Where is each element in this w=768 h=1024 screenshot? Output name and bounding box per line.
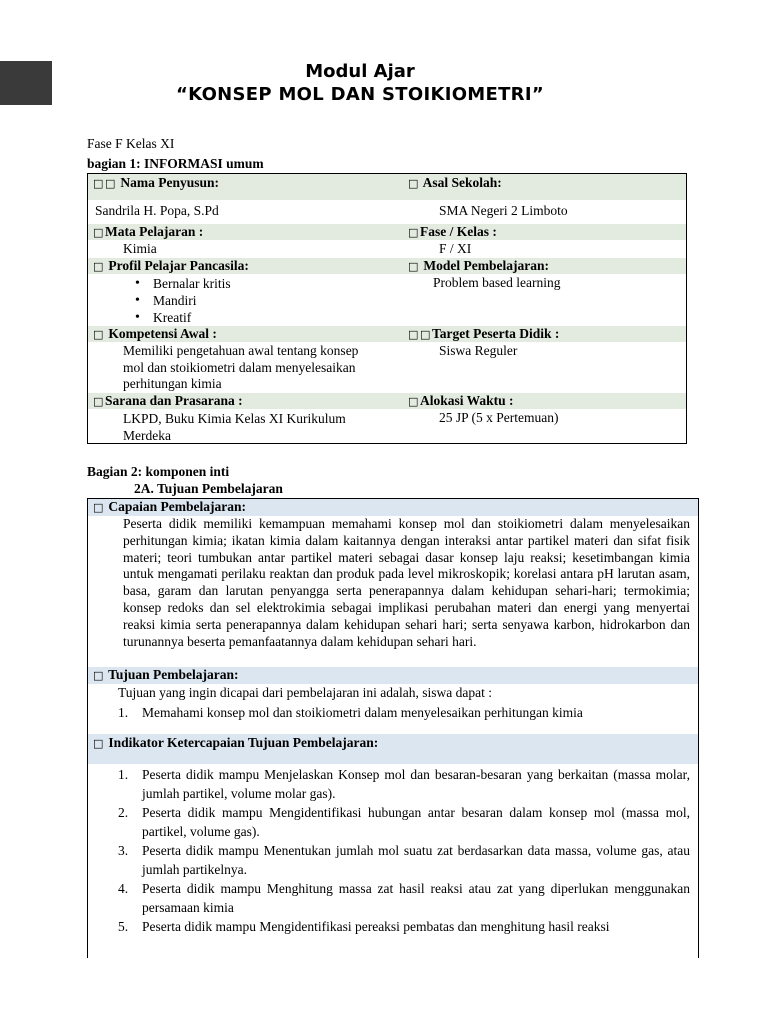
target-value: Siswa Reguler <box>439 343 518 358</box>
checkbox-icon: □ <box>93 226 104 239</box>
checkbox-icon: □ <box>93 395 104 408</box>
alokasi-label-cell <box>408 393 514 409</box>
sekolah-label-cell <box>408 175 502 191</box>
tujuan-list <box>118 703 690 722</box>
checkbox-icon: □ <box>408 328 419 341</box>
sarana-value <box>123 410 346 444</box>
kompetensi-label-cell <box>93 326 217 342</box>
section2-title: Bagian 2: komponen inti <box>87 464 230 479</box>
document-subtitle: “KONSEP MOL DAN STOIKIOMETRI” <box>176 84 544 105</box>
fase-value: F / XI <box>439 241 472 256</box>
checkbox-icon: □ <box>93 737 104 750</box>
checkbox-icon: □ <box>420 328 431 341</box>
alokasi-value: 25 JP (5 x Pertemuan) <box>439 410 559 425</box>
capaian-label: Capaian Pembelajaran: <box>108 499 246 514</box>
sarana-line: LKPD, Buku Kimia Kelas XI Kurikulum <box>123 411 346 426</box>
capaian-text: Peserta didik memiliki kemampuan memahami konsep mol dan stoikiometri dalam menyelesaikan perhitungan kimia; ikatan kimia dalam kaitannya dengan interaksi antar partikel materi dan sifat fisik materi; teori tumbukan antar partikel materi sebagai dasar konsep laju reaksi; kesetimbangan kimia untuk mengamati perilaku reaktan dan produk pada level mikroskopik; korelasi antara pH larutan asam, basa, garam dan larutan penyangga serta penerapannya dalam kehidupan sehari-hari; termokimia; konsep redoks dan sel elektrokimia sebagai implikasi perubahan materi dan energi yang menyertai reaksi kimia serta penerapannya dalam kehidupan sehari hari; serta senyawa karbon, hidrokarbon dan turunannya beserta pemanfaatannya dalam kehidupan sehari hari. <box>123 516 690 649</box>
target-label: Target Peserta Didik : <box>432 326 560 341</box>
checkbox-icon: □ <box>408 395 419 408</box>
indikator-list <box>118 765 690 936</box>
capaian-label-cell <box>93 499 246 515</box>
list-item: 5. Peserta didik mampu Mengidentifikasi pereaksi pembatas dan menghitung hasil reaksi <box>118 919 610 934</box>
checkbox-icon: □ <box>93 501 104 514</box>
sarana-line: Merdeka <box>123 428 171 443</box>
list-item: • Kreatif <box>135 309 231 326</box>
alokasi-label: Alokasi Waktu : <box>420 393 514 408</box>
sekolah-label: Asal Sekolah: <box>422 175 502 190</box>
penyusun-label-cell <box>93 175 219 191</box>
document-title: Modul Ajar <box>305 61 415 82</box>
model-value: Problem based learning <box>433 275 561 290</box>
model-label-cell <box>408 258 549 274</box>
checkbox-icon: □ <box>93 177 104 190</box>
profil-label: Profil Pelajar Pancasila: <box>108 258 249 273</box>
target-label-cell <box>408 326 559 342</box>
section1-title: bagian 1: INFORMASI umum <box>87 156 264 171</box>
list-item: 1. Peserta didik mampu Menjelaskan Konsep mol dan besaran-besaran yang berkaitan (massa molar, jumlah partikel, volume molar gas). <box>118 767 690 801</box>
list-item: 1. Memahami konsep mol dan stoikiometri dalam menyelesaikan perhitungan kimia <box>118 705 583 720</box>
kompetensi-value <box>123 343 358 393</box>
section2a-title: 2A. Tujuan Pembelajaran <box>134 481 283 496</box>
checkbox-icon: □ <box>105 177 116 190</box>
info-table <box>87 173 687 444</box>
checkbox-icon: □ <box>93 260 104 273</box>
sarana-label: Sarana dan Prasarana : <box>105 393 243 408</box>
checkbox-icon: □ <box>408 260 419 273</box>
checkbox-icon: □ <box>408 226 419 239</box>
checkbox-icon: □ <box>408 177 419 190</box>
kompetensi-line: mol dan stoikiometri dalam menyelesaikan <box>123 359 356 375</box>
inti-table <box>87 498 699 958</box>
fase-line: Fase F Kelas XI <box>87 136 175 151</box>
penyusun-value: Sandrila H. Popa, S.Pd <box>95 203 219 218</box>
list-item: 2. Peserta didik mampu Mengidentifikasi hubungan antar besaran dalam konsep mol (massa mol, partikel, volume gas). <box>118 805 690 839</box>
tujuan-intro: Tujuan yang ingin dicapai dari pembelajaran ini adalah, siswa dapat : <box>118 685 493 700</box>
list-item: • Mandiri <box>135 292 231 309</box>
fase-label: Fase / Kelas : <box>420 224 497 239</box>
tujuan-label: Tujuan Pembelajaran: <box>108 667 239 682</box>
sekolah-value: SMA Negeri 2 Limboto <box>439 203 568 218</box>
profil-label-cell <box>93 258 249 274</box>
checkbox-icon: □ <box>93 328 104 341</box>
fase-label-cell <box>408 224 497 240</box>
list-item: • Bernalar kritis <box>135 275 231 292</box>
indikator-label-cell <box>93 735 378 751</box>
sarana-label-cell <box>93 393 243 409</box>
kompetensi-label: Kompetensi Awal : <box>108 326 217 341</box>
kompetensi-line: Memiliki pengetahuan awal tentang konsep <box>123 343 359 358</box>
checkbox-icon: □ <box>93 669 104 682</box>
penyusun-label: Nama Penyusun: <box>120 175 220 190</box>
mapel-label-cell <box>93 224 203 240</box>
list-item: 4. Peserta didik mampu Menghitung massa zat hasil reaksi atau zat yang diperlukan menggunakan persamaan kimia <box>118 881 690 915</box>
kompetensi-line: perhitungan kimia <box>123 376 222 391</box>
mapel-label: Mata Pelajaran : <box>105 224 204 239</box>
mapel-value: Kimia <box>123 241 157 256</box>
list-item: 3. Peserta didik mampu Menentukan jumlah mol suatu zat berdasarkan data massa, volume gas, atau jumlah partikelnya. <box>118 843 690 877</box>
model-label: Model Pembelajaran: <box>423 258 549 273</box>
tujuan-label-cell <box>93 667 239 683</box>
profil-list <box>135 275 231 326</box>
indikator-label: Indikator Ketercapaian Tujuan Pembelajaran: <box>108 735 379 750</box>
